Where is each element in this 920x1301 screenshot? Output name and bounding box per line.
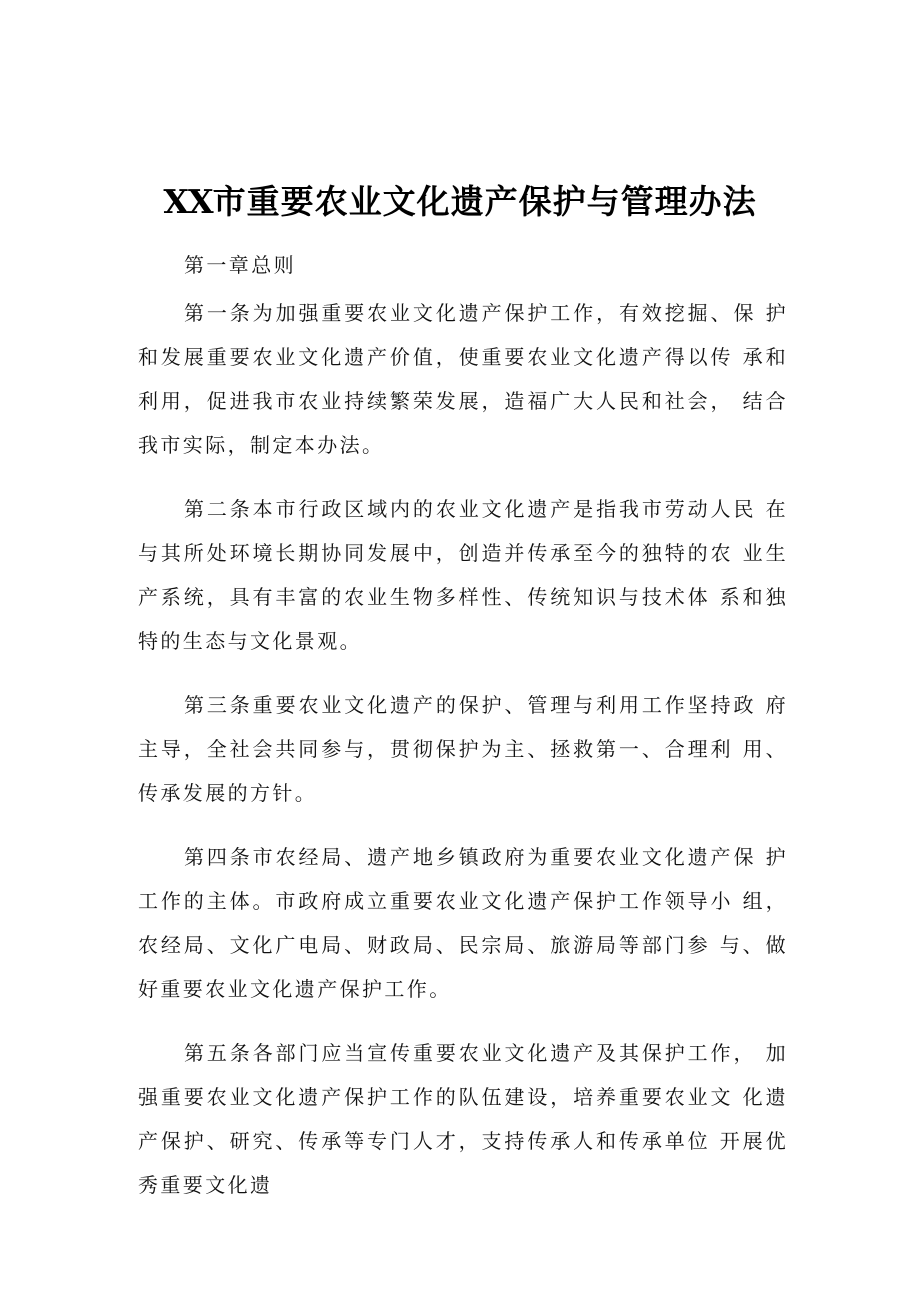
article-5: 第五条各部门应当宣传重要农业文化遗产及其保护工作， 加强重要农业文化遗产保护工作的队伍建设，培养重要农业文 化遗产保护、研究、传承等专门人才，支持传承人和传承单位 开展优秀重要文化遗 <box>138 1041 788 1197</box>
article-4: 第四条市农经局、遗产地乡镇政府为重要农业文化遗产保 护工作的主体。市政府成立重要农业文化遗产保护工作领导小 组，农经局、文化广电局、财政局、民宗局、旅游局等部门参 与、做好重要农业文化遗产保护工作。 <box>138 845 788 1001</box>
title-main: 市重要农业文化遗产保护与管理办法 <box>212 182 757 221</box>
document-title <box>0 180 920 224</box>
chapter-heading: 第一章总则 <box>184 253 296 277</box>
article-2: 第二条本市行政区域内的农业文化遗产是指我市劳动人民 在与其所处环境长期协同发展中，创造并传承至今的独特的农 业生产系统，具有丰富的农业生物多样性、传统知识与技术体 系和独特的生态与文化景观。 <box>138 497 788 653</box>
document-body <box>138 243 788 1227</box>
article-1: 第一条为加强重要农业文化遗产保护工作，有效挖掘、保 护和发展重要农业文化遗产价值，使重要农业文化遗产得以传 承和利用，促进我市农业持续繁荣发展，造福广大人民和社会， 结合我市实际，制定本办法。 <box>138 301 788 457</box>
title-prefix: XX <box>163 182 213 221</box>
article-3: 第三条重要农业文化遗产的保护、管理与利用工作坚持政 府主导，全社会共同参与，贯彻保护为主、拯救第一、合理利 用、传承发展的方针。 <box>138 693 788 805</box>
